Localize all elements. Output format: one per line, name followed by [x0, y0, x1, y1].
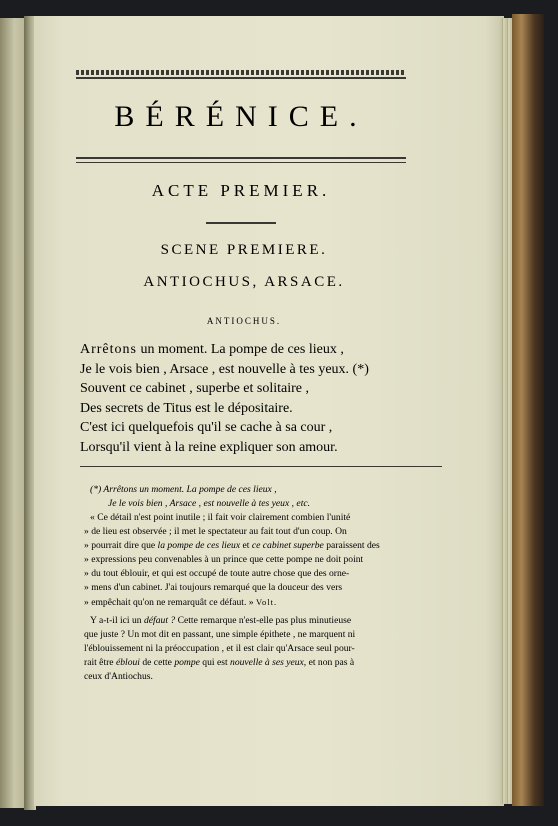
- note-text: » empêchait qu'on ne remarquât ce défaut. »: [84, 597, 256, 608]
- note-attribution: Volt.: [255, 597, 278, 607]
- commentary-line: que juste ? Un mot dit en passant, une simple épithete , ne marquent ni: [84, 629, 356, 640]
- verse-text: un moment. La pompe de ces lieux ,: [137, 342, 344, 357]
- verse-line: Lorsqu'il vient à la reine expliquer son amour.: [80, 439, 338, 455]
- verse-line: Souvent ce cabinet , superbe et solitaire ,: [80, 381, 309, 396]
- act-divider: [206, 222, 276, 224]
- note-text: qui est: [199, 657, 231, 668]
- title-rule-thick: [76, 157, 406, 159]
- verse-block: [80, 340, 420, 457]
- header-rule: [76, 77, 406, 79]
- commentary-line: l'éblouissement ni la préoccupation , et il est clair qu'Arsace seul pour-: [84, 643, 355, 654]
- note-line: » du tout éblouir, et qui est occupé de toute autre chose que des orne-: [84, 568, 350, 579]
- footnote-separator: [80, 466, 442, 467]
- note-emphasis: ce cabinet superbe: [251, 540, 324, 551]
- title-rule-thin: [76, 162, 406, 163]
- note-line: » de lieu est observée ; il met le spectateur au fait tout d'un coup. On: [84, 526, 347, 537]
- note-text: paraissent des: [323, 540, 380, 551]
- act-heading: ACTE PREMIER.: [151, 181, 331, 200]
- note-line: » expressions peu convenables à un prince que cette pompe ne doit point: [84, 554, 364, 565]
- note-line: » mens d'un cabinet. J'ai toujours remarqué que la douceur des vers: [84, 582, 343, 593]
- note-text: Cette remarque n'est-elle pas plus minutieuse: [175, 615, 352, 626]
- note-text: » pourrait dire que: [84, 540, 158, 551]
- play-title: BÉRÉNICE.: [114, 100, 368, 133]
- commentary-line: [84, 614, 444, 628]
- note-emphasis: défaut ?: [144, 615, 176, 626]
- note-line: [84, 539, 444, 553]
- commentary-line: ceux d'Antiochus.: [84, 671, 153, 682]
- note-emphasis: ébloui: [115, 657, 140, 668]
- note-emphasis: la pompe de ces lieux: [157, 540, 241, 551]
- commentary-line: [84, 656, 444, 670]
- note-text: rait être: [84, 657, 116, 668]
- header-ornament-rule: [76, 70, 406, 75]
- verse-line: C'est ici quelquefois qu'il se cache à sa cour ,: [80, 420, 333, 435]
- note-emphasis: nouvelle à ses yeux,: [230, 657, 307, 668]
- binding-cover-edge: [512, 14, 544, 806]
- note-line: [84, 595, 444, 610]
- note-emphasis: pompe: [174, 657, 200, 668]
- note-text: Y a-t-il ici un: [90, 615, 144, 626]
- note-text: et: [240, 540, 252, 551]
- footnotes: [84, 483, 444, 684]
- verse-first-word: Arrêtons: [80, 342, 137, 357]
- note-quote-line: (*) Arrêtons un moment. La pompe de ces lieux ,: [90, 484, 277, 495]
- left-page-edge: [0, 18, 26, 808]
- note-text: et non pas à: [306, 657, 355, 668]
- scene-characters: ANTIOCHUS, ARSACE.: [143, 274, 345, 290]
- verse-line: Je le vois bien , Arsace , est nouvelle à tes yeux. (*): [80, 361, 369, 377]
- note-line: « Ce détail n'est point inutile ; il fait voir clairement combien l'unité: [90, 512, 351, 523]
- note-text: de cette: [139, 657, 175, 668]
- scene-heading: SCENE PREMIERE.: [160, 242, 328, 258]
- verse-line: Des secrets de Titus est le dépositaire.: [80, 400, 293, 416]
- note-quote-line: Je le vois bien , Arsace , est nouvelle à tes yeux , etc.: [108, 498, 311, 509]
- speaker-name: ANTIOCHUS.: [206, 316, 282, 326]
- verse-line: [80, 340, 420, 360]
